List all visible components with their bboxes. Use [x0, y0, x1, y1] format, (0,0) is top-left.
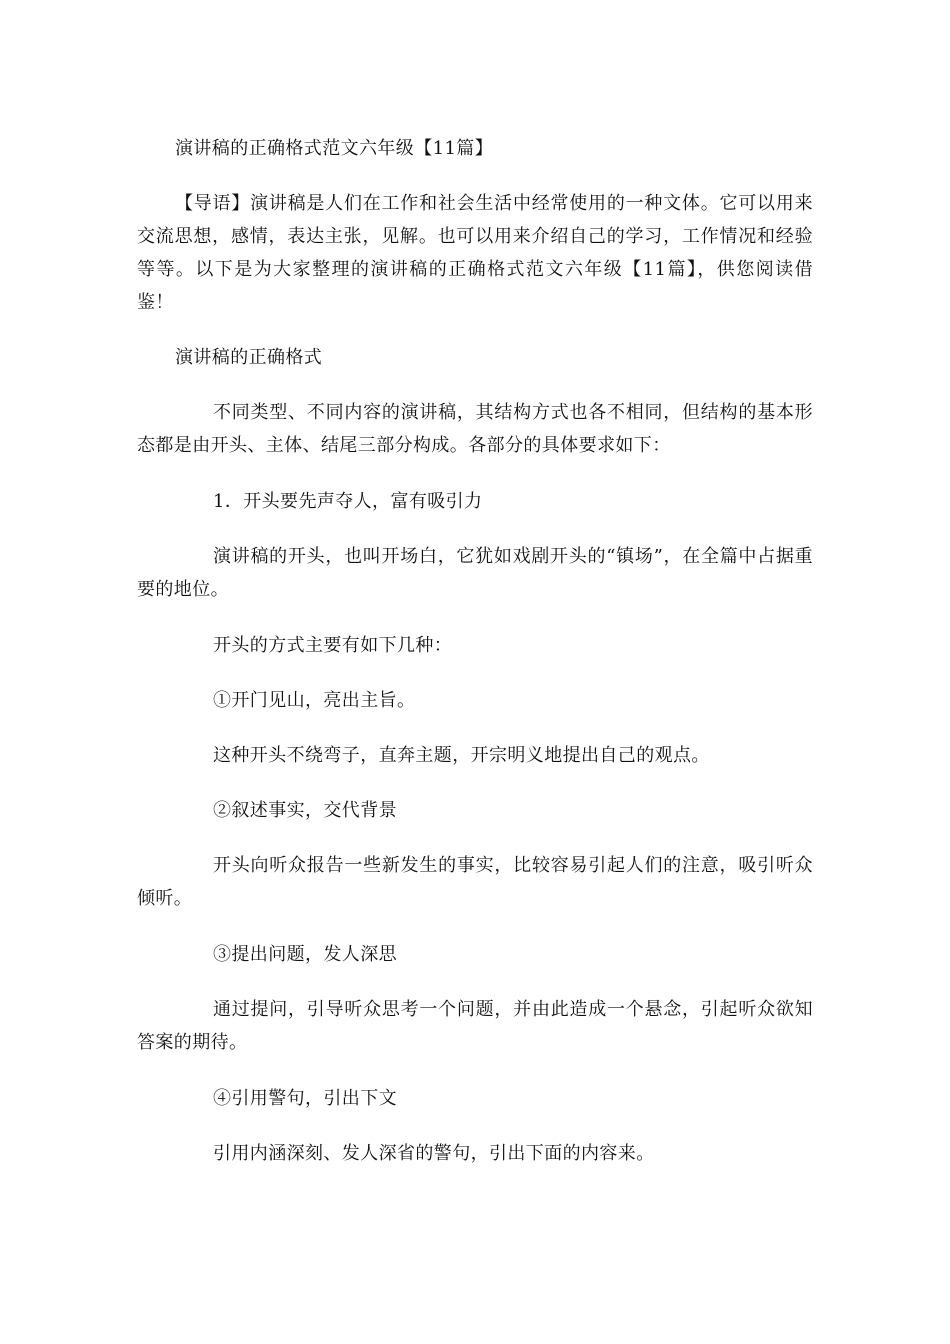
method-2-desc: 开头向听众报告一些新发生的事实，比较容易引起人们的注意，吸引听众倾听。 [137, 855, 813, 909]
methods-intro: 开头的方式主要有如下几种： [213, 635, 453, 656]
method-3-desc: 通过提问，引导听众思考一个问题，并由此造成一个悬念，引起听众欲知答案的期待。 [137, 999, 813, 1053]
method-4-title: ④引用警句，引出下文 [213, 1088, 397, 1109]
intro-paragraph: 【导语】演讲稿是人们在工作和社会生活中经常使用的一种文体。它可以用来交流思想，感情，表达主张，见解。也可以用来介绍自己的学习，工作情况和经验等等。以下是为大家整理的演讲稿的正确格式范文六年级【11篇】，供您阅读借鉴！ [137, 193, 813, 313]
item-1-heading: 1．开头要先声夺人，富有吸引力 [213, 491, 483, 512]
method-2-title: ②叙述事实，交代背景 [213, 800, 397, 821]
method-1-title: ①开门见山，亮出主旨。 [213, 690, 416, 711]
structure-paragraph: 不同类型、不同内容的演讲稿，其结构方式也各不相同，但结构的基本形态都是由开头、主体、结尾三部分构成。各部分的具体要求如下： [137, 402, 813, 456]
method-1-desc: 这种开头不绕弯子，直奔主题，开宗明义地提出自己的观点。 [213, 745, 710, 766]
method-3-title: ③提出问题，发人深思 [213, 944, 397, 965]
opening-paragraph: 演讲稿的开头，也叫开场白，它犹如戏剧开头的“镇场”，在全篇中占据重要的地位。 [137, 546, 813, 600]
section-heading: 演讲稿的正确格式 [175, 347, 323, 368]
method-4-desc: 引用内涵深刻、发人深省的警句，引出下面的内容来。 [213, 1143, 655, 1164]
document-title: 演讲稿的正确格式范文六年级【11篇】 [175, 138, 494, 159]
